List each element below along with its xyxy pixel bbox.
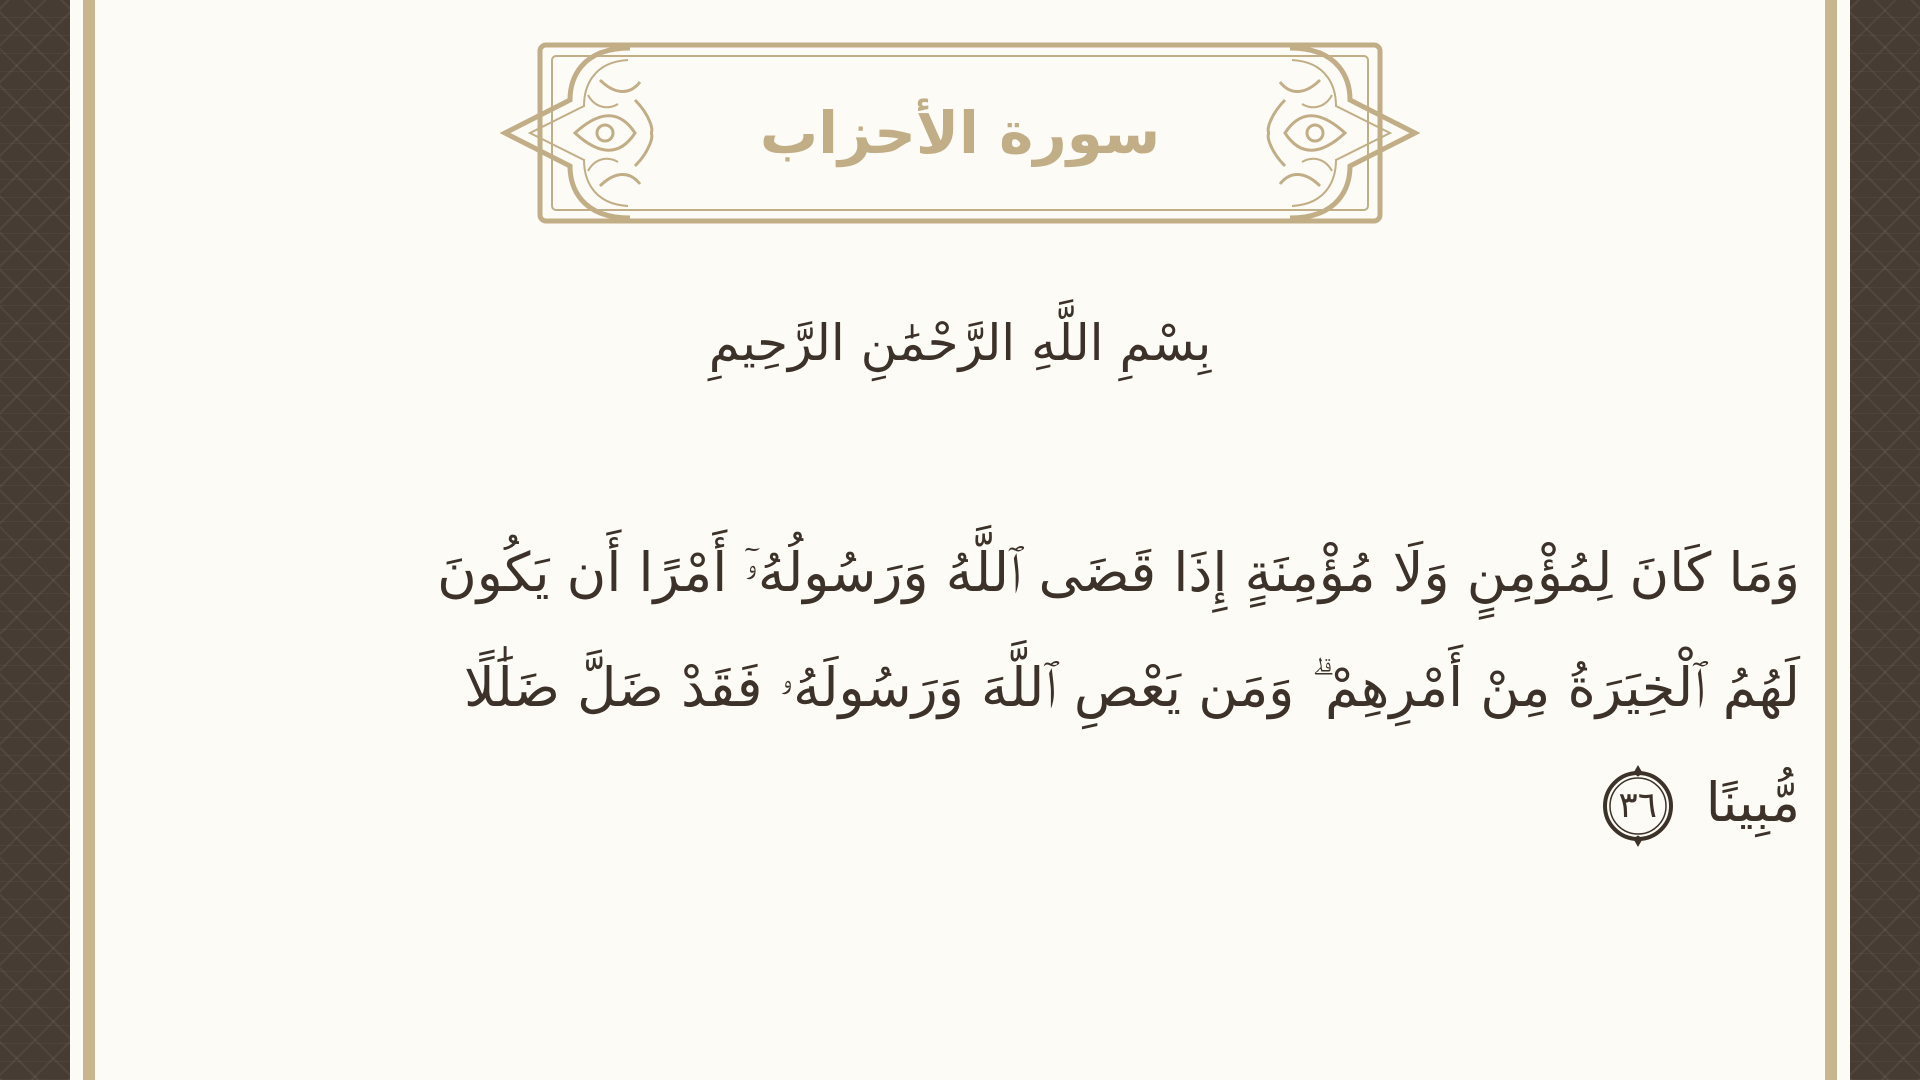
- surah-title: سورة الأحزاب: [759, 99, 1161, 167]
- verse-text: [215, 515, 1800, 860]
- ayah-end-marker: [1596, 764, 1680, 848]
- basmala: بِسْمِ اللَّهِ الرَّحْمَٰنِ الرَّحِيمِ: [708, 314, 1212, 372]
- right-gold-rule: [1825, 0, 1837, 1080]
- left-ornamental-border: [0, 0, 70, 1080]
- ayah-number: ٣٦: [1618, 785, 1658, 827]
- verse-line-2: لَهُمُ ٱلْخِيَرَةُ مِنْ أَمْرِهِمْ ۗ وَمَن يَعْصِ ٱللَّهَ وَرَسُولَهُۥ فَقَدْ ضَلَّ ضَلَٰلًا: [463, 656, 1800, 719]
- verse-line-3: [215, 745, 1800, 860]
- verse-line-1: وَمَا كَانَ لِمُؤْمِنٍ وَلَا مُؤْمِنَةٍ إِذَا قَضَى ٱللَّهُ وَرَسُولُهُۥٓ أَمْرًا أَن يَكُونَ: [437, 541, 1800, 604]
- verse-line-3-text: مُّبِينًا: [1705, 771, 1800, 834]
- surah-header-frame: [500, 40, 1420, 230]
- right-ornamental-border: [1850, 0, 1920, 1080]
- left-gold-rule: [83, 0, 95, 1080]
